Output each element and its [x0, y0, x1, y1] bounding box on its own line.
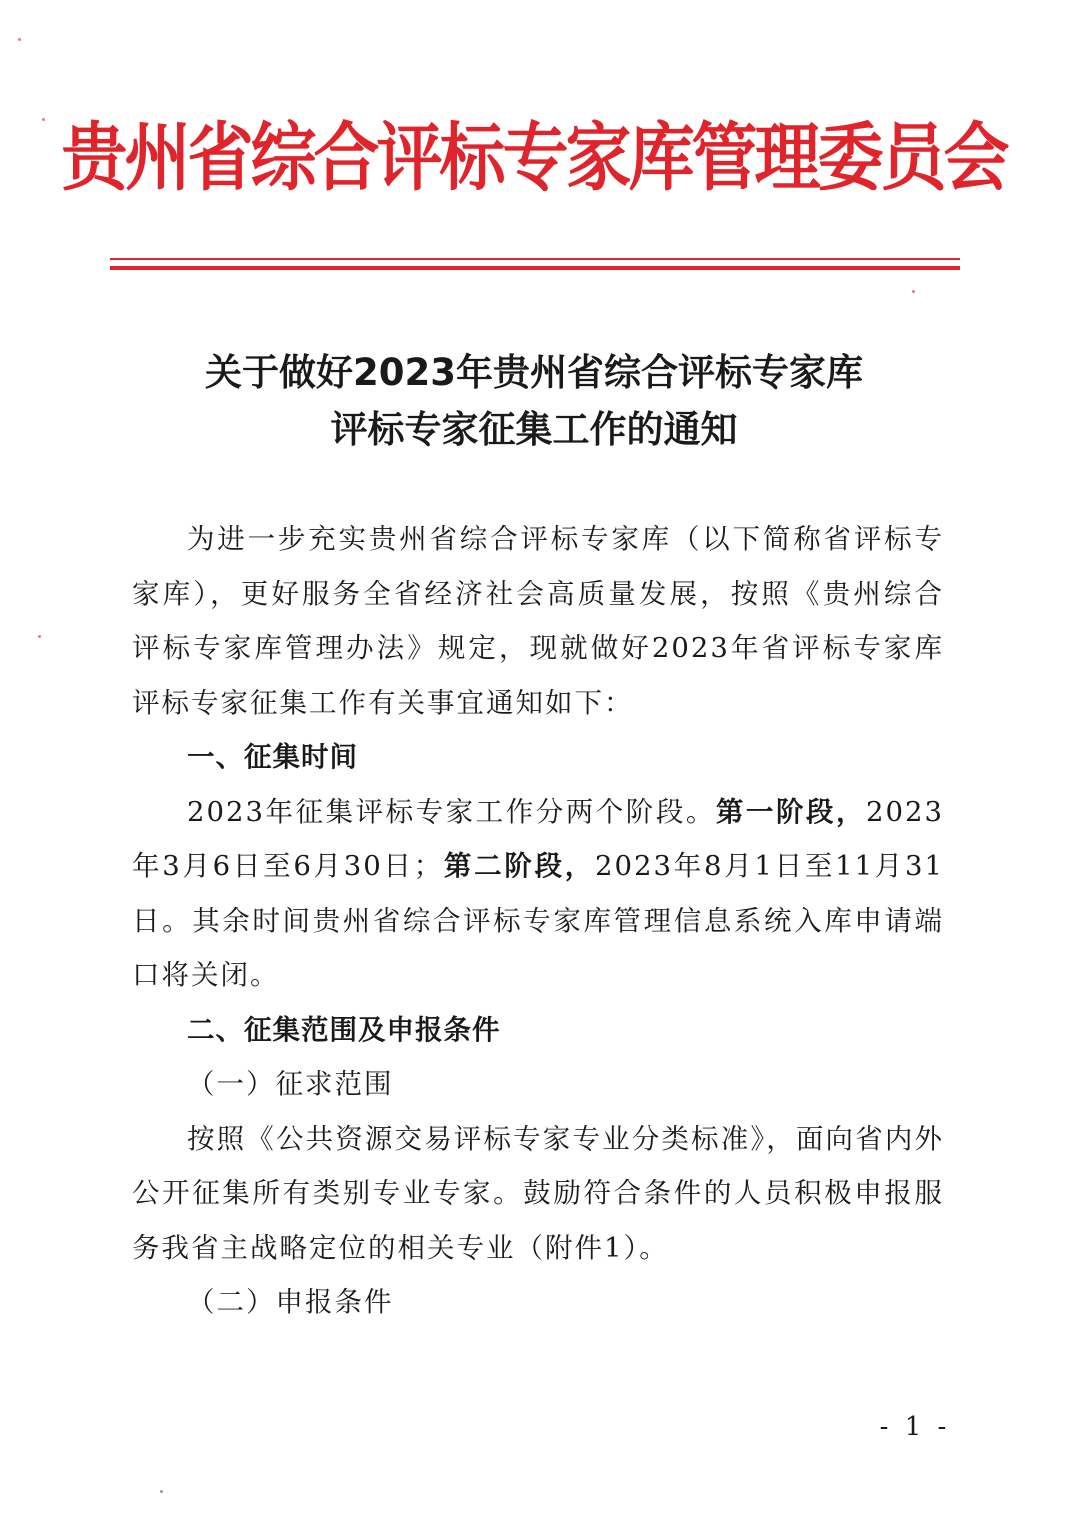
intro-paragraph: 为进一步充实贵州省综合评标专家库（以下简称省评标专家库），更好服务全省经济社会高质量发展，按照《贵州综合评标专家库管理办法》规定，现就做好2023年省评标专家库评标专家征集工作有关事宜通知如下： — [132, 523, 944, 719]
document-body — [132, 512, 944, 1330]
scan-speck — [160, 1490, 163, 1493]
masthead: 贵州省综合评标专家库管理委员会 — [61, 114, 1007, 201]
subsection-1-paragraph: 按照《公共资源交易评标专家专业分类标准》，面向省内外公开征集所有类别专业专家。鼓励符合条件的人员积极申报服务我省主战略定位的相关专业（附件1）。 — [132, 1122, 944, 1264]
section-1-text-a: 2023年征集评标专家工作分两个阶段。 — [187, 795, 716, 828]
scan-speck — [18, 38, 21, 41]
scan-speck — [42, 118, 45, 121]
masthead-rule-thick — [110, 266, 960, 270]
section-1-paragraph — [132, 785, 944, 1003]
document-title-line-1: 关于做好2023年贵州省综合评标专家库 — [205, 351, 863, 394]
subsection-2-heading: （二）申报条件 — [187, 1286, 394, 1318]
subsection-1-heading: （一）征求范围 — [187, 1068, 394, 1100]
section-1-text-e: 2023年8月1日至11月31日。其余时间贵州省综合评标专家库管理信息系统入库申请端口将关闭。 — [132, 850, 945, 991]
section-1-text-c: 2023年3月6日至6月30日； — [132, 795, 945, 882]
page-number: - 1 - — [879, 1412, 951, 1442]
scan-speck — [912, 290, 915, 293]
scan-speck — [38, 635, 41, 638]
section-2-heading: 二、征集范围及申报条件 — [187, 1013, 501, 1046]
document-title-line-2: 评标专家征集工作的通知 — [330, 408, 738, 451]
section-1-heading: 一、征集时间 — [187, 741, 358, 773]
phase-2-label: 第二阶段， — [443, 850, 596, 882]
phase-1-label: 第一阶段， — [715, 795, 867, 828]
masthead-rule-thin — [110, 258, 960, 260]
